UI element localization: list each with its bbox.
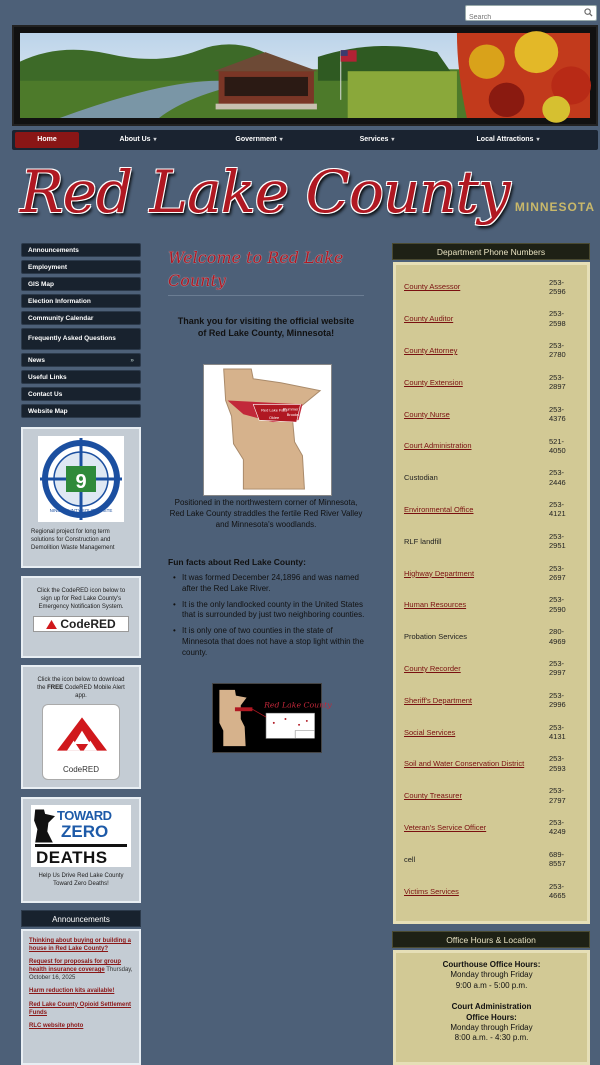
seal-text: NINE COUNTY SOLID WASTE (49, 508, 113, 513)
tzd-line2: ZERO (61, 822, 109, 841)
nav-local-attractions[interactable]: Local Attractions ▾ (476, 136, 540, 143)
map-title: Red Lake County (264, 700, 332, 710)
phone-number: 253-2897 (549, 372, 566, 392)
department-name: Probation Services (404, 632, 467, 642)
codered-app-caption: Click the icon below to download the FREE CodeRED Mobile Alert app. (37, 677, 125, 700)
table-row (404, 271, 579, 303)
codered-app-logo-text: CodeRED (62, 765, 99, 775)
phone-number: 253-2446 (549, 468, 566, 487)
announcement-link[interactable]: Harm reduction kits available! (29, 988, 115, 995)
sidebar-item-useful-links[interactable]: Useful Links (21, 370, 141, 384)
tzd-logo[interactable] (31, 805, 131, 867)
search-icon[interactable] (584, 8, 593, 17)
announcement-date: Thursday, October 16, 2025 (29, 967, 133, 982)
court-admin-label: Court Administration (451, 1002, 532, 1012)
phone-number: 253-2996 (549, 690, 566, 710)
tzd-caption: Help Us Drive Red Lake County Toward Zero Deaths! (38, 873, 124, 888)
office-hours-heading: Office Hours & Location (392, 931, 590, 948)
gazebo-landscape-image (20, 33, 590, 118)
announcement-link[interactable]: RLC website photo (29, 1022, 84, 1029)
department-name: cell (404, 854, 416, 864)
list-item: • It was formed December 24,1896 and was named after the Red Lake River. (172, 573, 366, 595)
map-label: Oklee (268, 415, 280, 421)
codered-logo-button[interactable] (33, 616, 129, 632)
fun-facts-heading: Fun facts about Red Lake County: (168, 557, 306, 567)
table-row (404, 716, 579, 748)
department-link[interactable]: Environmental Office (404, 504, 474, 514)
codered-caption: Click the CodeRED icon below to sign up for Red Lake County's Emergency Notification System. (36, 588, 126, 611)
department-link[interactable]: Highway Department (404, 568, 475, 578)
table-row (404, 780, 579, 812)
solid-waste-caption: Regional project for long term solutions for Construction and Demolition Waste Management (31, 529, 115, 552)
phone-number: 253-2596 (549, 277, 566, 296)
announcements-list (21, 929, 141, 1065)
department-link[interactable]: County Nurse (404, 409, 450, 419)
table-row (404, 875, 579, 907)
department-phones-heading: Department Phone Numbers (392, 243, 590, 260)
list-item: • It is the only landlocked county in the United States that is surrounded by just two neighboring counties. (172, 600, 366, 622)
department-link[interactable]: Human Resources (404, 600, 467, 610)
welcome-message: Thank you for visiting the official website of Red Lake County, Minnesota! (177, 316, 355, 339)
list-item (29, 1022, 133, 1030)
sidebar-item-employment[interactable]: Employment (21, 260, 141, 274)
table-row (404, 335, 579, 367)
department-phones-table (393, 262, 590, 924)
solid-waste-seal-icon[interactable] (38, 436, 124, 522)
court-admin-days: Monday through Friday (450, 1022, 533, 1032)
table-row (404, 589, 579, 621)
codered-app-logo-icon (57, 713, 107, 755)
toward-zero-deaths-promo (21, 797, 141, 903)
page-title: Welcome to Red Lake County (168, 248, 344, 291)
chevron-down-icon: ▾ (279, 137, 283, 143)
phone-number: 253-2598 (549, 309, 566, 328)
chevron-down-icon: ▾ (536, 137, 540, 143)
map-label: Brooks (286, 412, 299, 418)
department-name: RLF landfill (404, 536, 442, 546)
sidebar-menu (21, 243, 141, 421)
table-row (404, 366, 579, 398)
tzd-line3: DEATHS (36, 848, 108, 867)
table-row (404, 525, 579, 557)
codered-app-icon[interactable] (42, 704, 120, 780)
sidebar-item-gis-map[interactable]: GIS Map (21, 277, 141, 291)
phone-number: 253-4376 (549, 404, 566, 424)
table-row (404, 557, 579, 589)
court-admin-time: 8:00 a.m. - 4:30 p.m. (454, 1033, 529, 1043)
search-box (465, 5, 597, 21)
courthouse-time: 9:00 a.m - 5:00 p.m. (455, 980, 528, 990)
table-row (404, 748, 579, 780)
main-nav (12, 130, 598, 150)
department-link[interactable]: Social Services (404, 727, 456, 737)
courthouse-hours-label: Courthouse Office Hours: (442, 960, 541, 969)
nav-about-us[interactable]: About Us ▾ (119, 136, 157, 143)
announcement-link[interactable]: Thinking about buying or building a house in Red Lake County? (29, 938, 131, 953)
list-item (29, 987, 133, 995)
announcements-heading: Announcements (21, 910, 141, 927)
department-name: Custodian (404, 473, 438, 483)
table-row (404, 653, 579, 685)
chevron-down-icon: ▾ (391, 137, 395, 143)
sidebar-item-news[interactable]: News » (21, 353, 141, 367)
department-link[interactable]: Veteran's Service Officer (404, 822, 487, 832)
phone-number: 253-4249 (549, 818, 566, 837)
search-input[interactable] (466, 11, 578, 25)
location-description: Positioned in the northwestern corner of Minnesota, Red Lake County straddles the fertile Red River Valley and Minnesota's woodlands. (169, 498, 363, 529)
codered-signup-promo (21, 576, 141, 658)
phone-number: 689-8557 (549, 849, 566, 869)
list-item (29, 937, 133, 953)
sidebar-item-faq[interactable]: Frequently Asked Questions (21, 328, 141, 350)
red-lake-county-map-image (212, 683, 332, 753)
table-row (404, 398, 579, 430)
courthouse-days: Monday through Friday (450, 970, 533, 980)
phone-number: 280-4969 (549, 627, 566, 646)
department-link[interactable]: County Auditor (404, 314, 454, 324)
logo-title: Red Lake County (20, 158, 510, 226)
table-row (404, 462, 579, 494)
seal-number: 9 (75, 471, 87, 493)
nav-services[interactable]: Services ▾ (359, 136, 395, 143)
phone-number: 253-2780 (549, 341, 566, 360)
codered-logo-text: CodeRED (60, 617, 116, 632)
chevron-down-icon: ▾ (153, 137, 157, 143)
department-link[interactable]: Victims Services (404, 886, 459, 896)
table-row (404, 621, 579, 653)
department-link[interactable]: County Extension (404, 377, 463, 387)
nav-home[interactable]: Home (15, 132, 79, 148)
department-link[interactable]: Court Administration (404, 441, 472, 451)
chevron-right-icon: » (130, 356, 134, 364)
table-row (404, 812, 579, 844)
department-link[interactable]: County Attorney (404, 345, 458, 355)
codered-app-promo (21, 665, 141, 789)
minnesota-state-icon (33, 809, 55, 843)
table-row (404, 684, 579, 716)
office-hours-panel (393, 950, 590, 1065)
phone-number: 253-4131 (549, 722, 566, 742)
department-link[interactable]: County Assessor (404, 282, 461, 292)
fun-facts-list (172, 573, 366, 664)
divider (168, 295, 364, 296)
sidebar-item-website-map[interactable]: Website Map (21, 404, 141, 418)
phone-number: 253-4121 (549, 500, 566, 519)
phone-number: 253-2997 (549, 659, 566, 678)
logo-subtitle: MINNESOTA (514, 200, 595, 214)
list-item (29, 1001, 133, 1017)
nav-government[interactable]: Government ▾ (235, 136, 283, 143)
site-logo[interactable] (20, 152, 595, 232)
tzd-line1: TOWARD (57, 808, 112, 823)
phone-number: 253-4665 (549, 881, 566, 901)
phone-number: 253-2797 (549, 786, 566, 805)
department-link[interactable]: County Recorder (404, 663, 461, 673)
phone-number: 253-2951 (549, 531, 566, 551)
announcement-link[interactable]: Red Lake County Opioid Settlement Funds (29, 1001, 132, 1016)
department-link[interactable]: County Treasurer (404, 791, 462, 801)
solid-waste-promo (21, 427, 141, 568)
table-row (404, 843, 579, 875)
table-row (404, 494, 579, 526)
phone-number: 253-2590 (549, 595, 566, 614)
map-label: Plummer (282, 406, 299, 412)
list-item (29, 958, 133, 982)
sidebar-item-contact-us[interactable]: Contact Us (21, 387, 141, 401)
phone-number: 253-2697 (549, 563, 566, 583)
table-row (404, 430, 579, 462)
codered-triangle-icon (46, 620, 57, 629)
minnesota-county-map-image (203, 364, 332, 496)
court-admin-label-2: Office Hours: (466, 1012, 517, 1022)
sidebar-item-community-calendar[interactable]: Community Calendar (21, 311, 141, 325)
table-row (404, 303, 579, 335)
department-link[interactable]: Soil and Water Conservation District (404, 759, 525, 769)
map-label: Red Lake Falls (261, 407, 288, 413)
announcement-link[interactable]: Request for proposals for group health insurance coverage (29, 959, 122, 974)
department-link[interactable]: Sheriff's Department (404, 695, 472, 705)
phone-number: 253-2593 (549, 754, 566, 773)
list-item: • It is only one of two counties in the state of Minnesota that does not have a stop light within the county. (172, 626, 366, 658)
phone-number: 521-4050 (549, 436, 566, 455)
sidebar-item-announcements[interactable]: Announcements (21, 243, 141, 257)
banner-photo (12, 25, 598, 126)
sidebar-item-election-information[interactable]: Election Information (21, 294, 141, 308)
